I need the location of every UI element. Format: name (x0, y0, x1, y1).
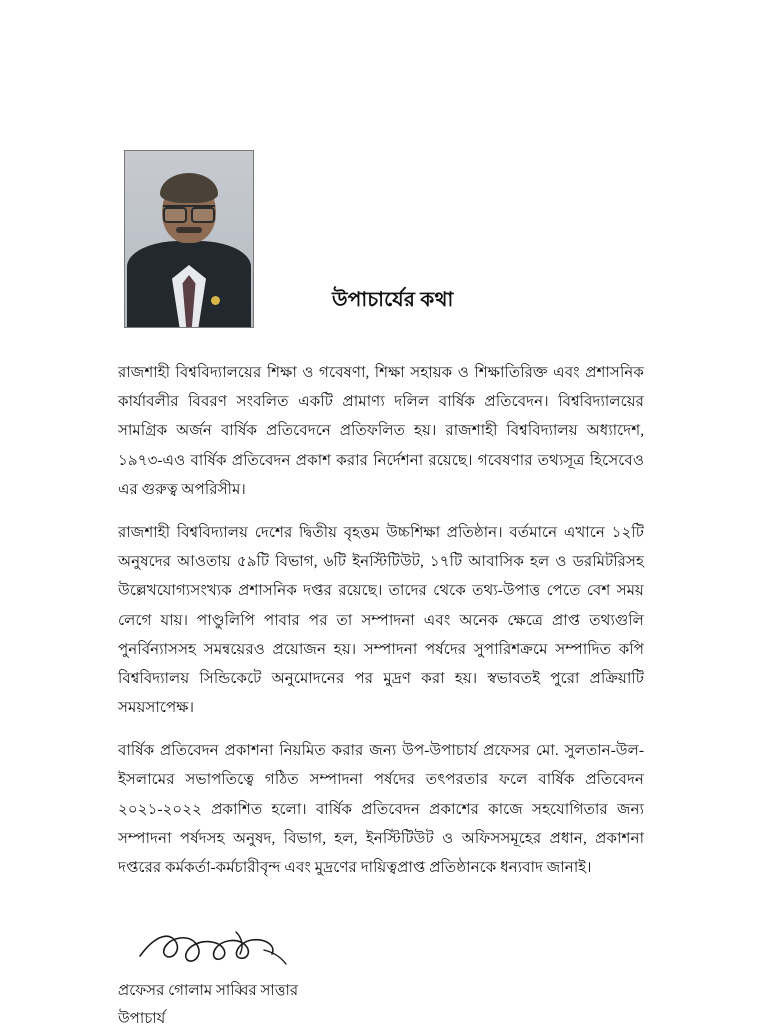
header-block (0, 0, 768, 328)
signatory-name: প্রফেসর গোলাম সাব্বির সাত্তার (118, 983, 299, 1000)
signature-block (118, 978, 768, 1034)
paragraph-2: রাজশাহী বিশ্ববিদ্যালয় দেশের দ্বিতীয় বৃহত্তম উচ্চশিক্ষা প্রতিষ্ঠান। বর্তমানে এখানে ১২টি অনুষদের আওতায় ৫৯টি বিভাগ, ৬টি ইনস্টিটিউট, ১৭টি আবাসিক হল ও ডরমিটরিসহ উল্লেখযোগ্যসংখ্যক প্রশাসনিক দপ্তর রয়েছে। তাদের থেকে তথ্য-উপাত্ত পেতে বেশ সময় লেগে যায়। পাণ্ডুলিপি পাবার পর তা সম্পাদনা এবং অনেক ক্ষেত্রে প্রাপ্ত তথ্যগুলি পুনর্বিন্যাসসহ সমন্বয়েরও প্রয়োজন হয়। সম্পাদনা পর্ষদের সুপারিশক্রমে সম্পাদিত কপি বিশ্ববিদ্যালয় সিন্ডিকেটে অনুমোদনের পর মুদ্রণ করা হয়। স্বভাবতই পুরো প্রক্রিয়াটি সময়সাপেক্ষ। (118, 523, 644, 717)
portrait-moustache (176, 227, 202, 233)
page-title: উপাচার্যের কথা (332, 289, 454, 311)
paragraph-1: রাজশাহী বিশ্ববিদ্যালয়ের শিক্ষা ও গবেষণা, শিক্ষা সহায়ক ও শিক্ষাতিরিক্ত এবং প্রশাসনিক কার্যাবলীর বিবরণ সংবলিত একটি প্রামাণ্য দলিল বার্ষিক প্রতিবেদন। বিশ্ববিদ্যালয়ের সামগ্রিক অর্জন বার্ষিক প্রতিবেদনে প্রতিফলিত হয়। রাজশাহী বিশ্ববিদ্যালয় অধ্যাদেশ, ১৯৭৩-এও বার্ষিক প্রতিবেদন প্রকাশ করার নির্দেশনা রয়েছে। গবেষণার তথ্যসূত্র হিসেবেও এর গুরুত্ব অপরিসীম। (118, 364, 644, 498)
vice-chancellor-portrait (124, 150, 254, 328)
portrait-hair (160, 173, 218, 203)
signature-mark (136, 926, 316, 972)
portrait-image (125, 151, 253, 327)
document-body (118, 358, 644, 882)
signatory-designation: উপাচার্য (118, 1010, 166, 1027)
handwritten-signature-icon (136, 926, 316, 972)
portrait-lapel-badge (211, 296, 220, 305)
paragraph-3: বার্ষিক প্রতিবেদন প্রকাশনা নিয়মিত করার জন্য উপ-উপাচার্য প্রফেসর মো. সুলতান-উল-ইসলামের সভাপতিত্বে গঠিত সম্পাদনা পর্ষদের তৎপরতার ফলে বার্ষিক প্রতিবেদন ২০২১-২০২২ প্রকাশিত হলো। বার্ষিক প্রতিবেদন প্রকাশের কাজে সহযোগিতার জন্য সম্পাদনা পর্ষদসহ অনুষদ, বিভাগ, হল, ইনস্টিটিউট ও অফিসসমূহের প্রধান, প্রকাশনা দপ্তরের কর্মকর্তা-কর্মচারীবৃন্দ এবং মুদ্রণের দায়িত্বপ্রাপ্ত প্রতিষ্ঠানকে ধন্যবাদ জানাই। (118, 742, 644, 876)
portrait-glasses (163, 205, 215, 220)
